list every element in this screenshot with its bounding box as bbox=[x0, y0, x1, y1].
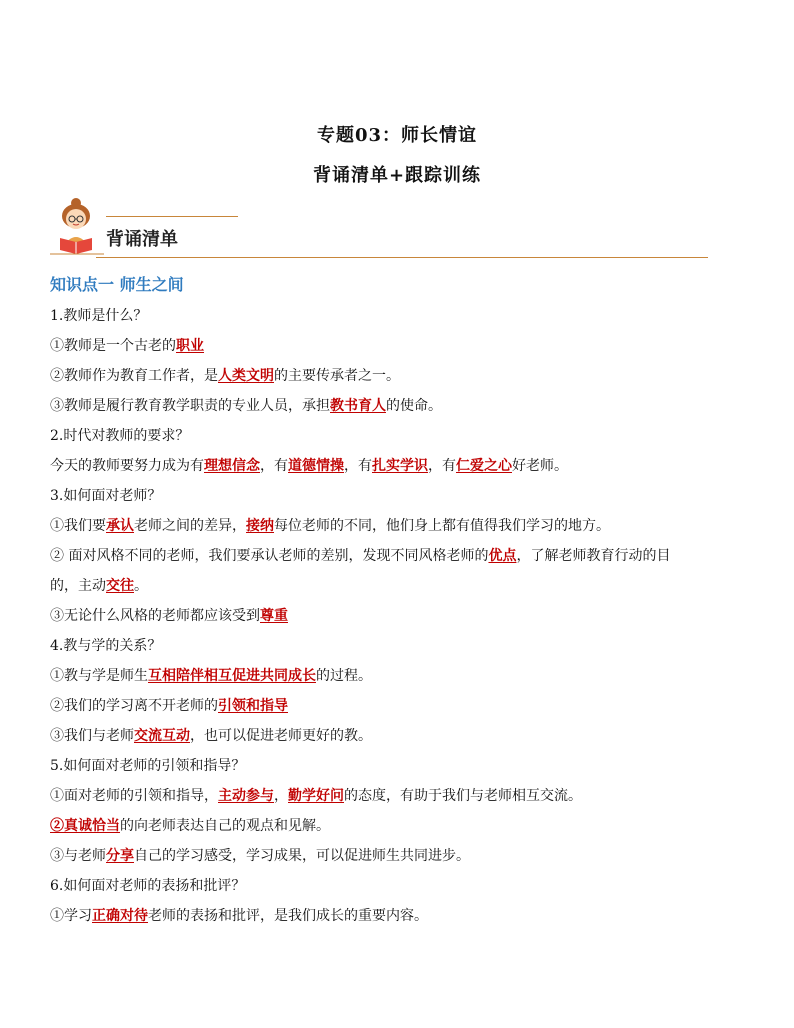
line-text: 。 bbox=[134, 578, 148, 594]
keyword-text: 扎实学识 bbox=[372, 458, 428, 474]
line-text: 的使命。 bbox=[386, 398, 442, 414]
list-line bbox=[50, 906, 750, 936]
line-text: 的向老师表达自己的观点和见解。 bbox=[120, 818, 330, 834]
line-text: 5.如何面对老师的引领和指导？ bbox=[50, 758, 246, 774]
line-text: ，了解老师教育行动的目 bbox=[516, 548, 671, 564]
list-line bbox=[50, 576, 750, 606]
reading-girl-icon bbox=[48, 196, 106, 256]
keyword-text: 接纳 bbox=[246, 518, 274, 534]
list-line bbox=[50, 786, 750, 816]
list-line bbox=[50, 306, 750, 336]
line-text: 3.如何面对老师？ bbox=[50, 488, 162, 504]
line-text: 2.时代对教师的要求？ bbox=[50, 428, 190, 444]
list-line bbox=[50, 486, 750, 516]
line-text: ③无论什么风格的老师都应该受到 bbox=[50, 608, 260, 624]
line-text: 6.如何面对老师的表扬和批评？ bbox=[50, 878, 246, 894]
section-heading: 知识点一 师生之间 bbox=[50, 275, 184, 294]
line-text: 的主要传承者之一。 bbox=[274, 368, 400, 384]
list-line bbox=[50, 396, 750, 426]
banner-top-line bbox=[106, 216, 238, 217]
keyword-text: 职业 bbox=[176, 338, 204, 354]
line-text: 老师之间的差异， bbox=[134, 518, 246, 534]
line-text: 的过程。 bbox=[316, 668, 372, 684]
line-text: 老师的表扬和批评，是我们成长的重要内容。 bbox=[148, 908, 428, 924]
line-text: ①学习 bbox=[50, 908, 92, 924]
line-text: 的，主动 bbox=[50, 578, 106, 594]
line-text: ①面对老师的引领和指导， bbox=[50, 788, 218, 804]
line-text: ①教与学是师生 bbox=[50, 668, 148, 684]
keyword-text: 理想信念 bbox=[204, 458, 260, 474]
banner-label: 背诵清单 bbox=[106, 229, 178, 250]
list-line bbox=[50, 636, 750, 666]
list-line bbox=[50, 456, 750, 486]
line-text: ②我们的学习离不开老师的 bbox=[50, 698, 218, 714]
keyword-text: 主动参与 bbox=[218, 788, 274, 804]
section-banner bbox=[48, 196, 708, 260]
page-title: 专题03：师长情谊 bbox=[316, 125, 478, 146]
keyword-text: 优点 bbox=[488, 548, 517, 564]
keyword-text: 真诚恰当 bbox=[64, 818, 120, 834]
list-line bbox=[50, 606, 750, 636]
keyword-text: 道德情操 bbox=[288, 458, 344, 474]
list-line bbox=[50, 366, 750, 396]
list-line bbox=[50, 726, 750, 756]
keyword-text: 引领和指导 bbox=[218, 698, 288, 714]
banner-divider bbox=[96, 257, 708, 258]
line-text: ①教师是一个古老的 bbox=[50, 338, 176, 354]
list-line bbox=[50, 816, 750, 846]
line-text: ，有 bbox=[344, 458, 372, 474]
line-text: 1.教师是什么？ bbox=[50, 308, 148, 324]
line-text: ③教师是履行教育教学职责的专业人员，承担 bbox=[50, 398, 330, 414]
list-line bbox=[50, 756, 750, 786]
line-text: ③我们与老师 bbox=[50, 728, 134, 744]
keyword-text: 互相陪伴相互促进共同成长 bbox=[148, 668, 316, 684]
line-text: ，也可以促进老师更好的教。 bbox=[190, 728, 372, 744]
line-text: 自己的学习感受，学习成果，可以促进师生共同进步。 bbox=[134, 848, 470, 864]
list-line bbox=[50, 876, 750, 906]
keyword-text: ② bbox=[50, 818, 64, 834]
line-text: ③与老师 bbox=[50, 848, 106, 864]
list-line bbox=[50, 336, 750, 366]
line-text: 4.教与学的关系？ bbox=[50, 638, 162, 654]
line-text: ② 面对风格不同的老师，我们要承认老师的差别，发现不同风格老师的 bbox=[50, 548, 489, 564]
line-text: ①我们要 bbox=[50, 518, 106, 534]
list-line bbox=[50, 516, 750, 546]
keyword-text: 勤学好问 bbox=[288, 788, 344, 804]
line-text: ②教师作为教育工作者，是 bbox=[50, 368, 218, 384]
keyword-text: 尊重 bbox=[260, 608, 288, 624]
line-text: 每位老师的不同，他们身上都有值得我们学习的地方。 bbox=[274, 518, 610, 534]
list-line bbox=[50, 546, 750, 576]
list-line bbox=[50, 666, 750, 696]
keyword-text: 交流互动 bbox=[134, 728, 190, 744]
line-text: 今天的教师要努力成为有 bbox=[50, 458, 204, 474]
list-line bbox=[50, 846, 750, 876]
keyword-text: 教书育人 bbox=[330, 398, 386, 414]
keyword-text: 交往 bbox=[106, 578, 134, 594]
keyword-text: 人类文明 bbox=[218, 368, 274, 384]
page-subtitle: 背诵清单+跟踪训练 bbox=[312, 165, 482, 186]
line-text: ，有 bbox=[260, 458, 288, 474]
line-text: 的态度，有助于我们与老师相互交流。 bbox=[344, 788, 582, 804]
list-line bbox=[50, 696, 750, 726]
line-text: ，有 bbox=[428, 458, 456, 474]
line-text: 好老师。 bbox=[512, 458, 568, 474]
keyword-text: 正确对待 bbox=[92, 908, 148, 924]
list-line bbox=[50, 426, 750, 456]
keyword-text: 分享 bbox=[106, 848, 134, 864]
keyword-text: 仁爱之心 bbox=[456, 458, 512, 474]
line-text: ， bbox=[274, 788, 288, 804]
recitation-list bbox=[50, 306, 750, 936]
keyword-text: 承认 bbox=[106, 518, 134, 534]
